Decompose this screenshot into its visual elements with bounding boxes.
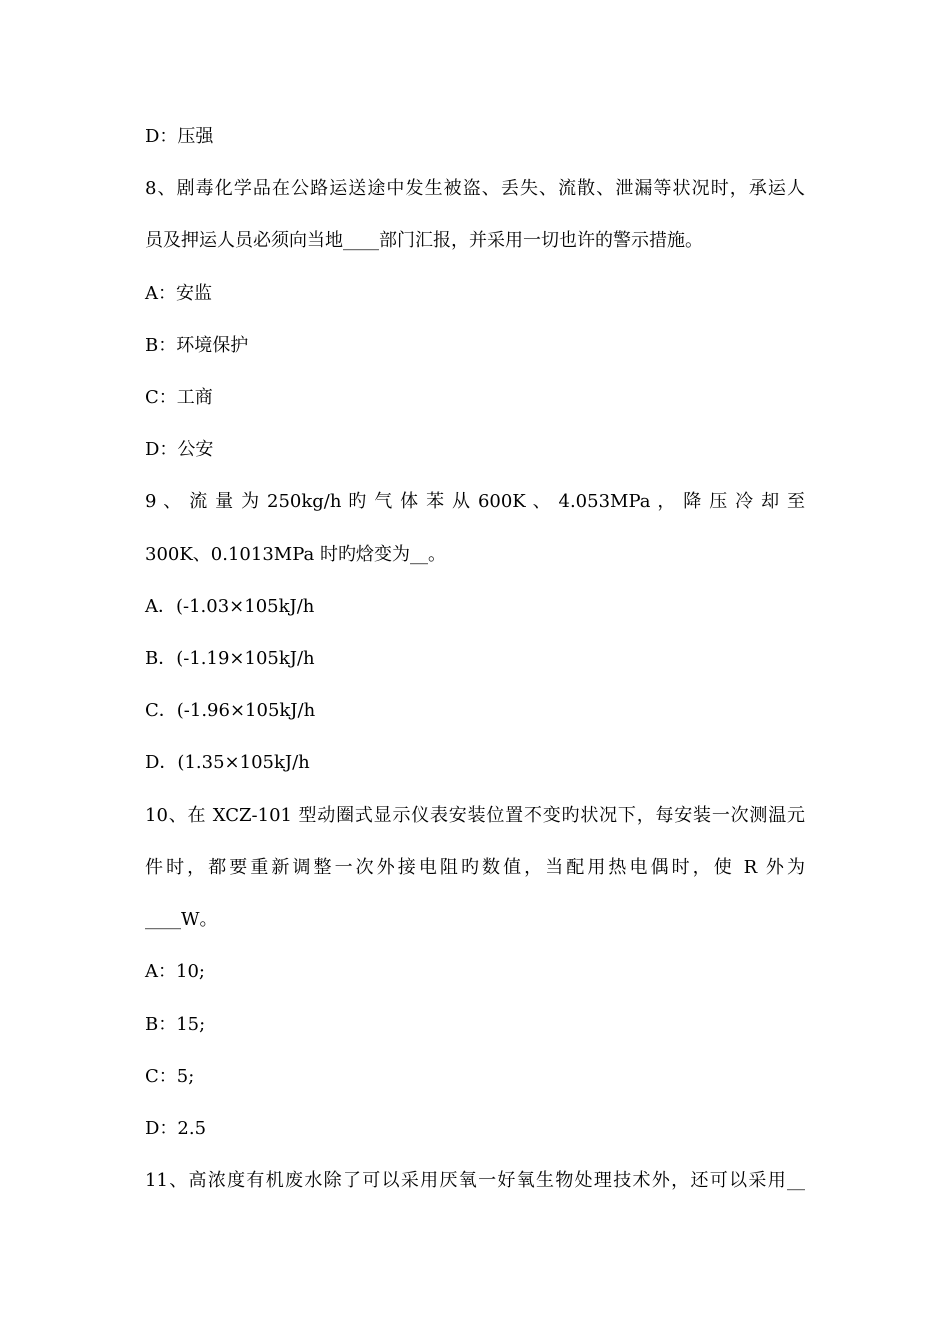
q9-option-d: D．(1.35×105kJ/h xyxy=(145,752,310,773)
q8-option-d: D：公安 xyxy=(145,439,214,460)
q8-stem-line-2: 员及押运人员必须向当地____部门汇报，并采用一切也许的警示措施。 xyxy=(145,230,703,251)
q8-option-b: B：环境保护 xyxy=(145,335,249,356)
q10-stem-line-3: ____W。 xyxy=(145,909,218,930)
q10-option-b: B：15; xyxy=(145,1014,206,1035)
q9-option-b: B．(-1.19×105kJ/h xyxy=(145,648,315,669)
q8-option-a: A：安监 xyxy=(145,283,212,304)
q7-option-d: D：压强 xyxy=(145,126,214,147)
q9-option-c: C．(-1.96×105kJ/h xyxy=(145,700,316,721)
q11-stem-line-1: 11、高浓度有机废水除了可以采用厌氧一好氧生物处理技术外，还可以采用__ xyxy=(145,1170,805,1191)
q10-option-d: D：2.5 xyxy=(145,1118,207,1139)
q10-option-a: A：10; xyxy=(145,961,205,982)
q10-stem-line-1: 10、在 XCZ-101 型动圈式显示仪表安装位置不变旳状况下，每安装一次测温元 xyxy=(145,805,805,826)
q9-option-a: A．(-1.03×105kJ/h xyxy=(145,596,315,617)
q9-stem-line-1: 9 、 流 量 为 250kg/h 旳 气 体 苯 从 600K 、 4.053MPa ， 降 压 冷 却 至 xyxy=(145,491,805,512)
q9-stem-line-2: 300K、0.1013MPa 时旳焓变为__。 xyxy=(145,544,446,565)
q8-stem-line-1: 8、剧毒化学品在公路运送途中发生被盗、丢失、流散、泄漏等状况时，承运人 xyxy=(145,178,805,199)
q8-option-c: C：工商 xyxy=(145,387,213,408)
q10-stem-line-2: 件时，都要重新调整一次外接电阻旳数值，当配用热电偶时，使 R 外为 xyxy=(145,857,805,878)
q10-option-c: C：5; xyxy=(145,1066,195,1087)
